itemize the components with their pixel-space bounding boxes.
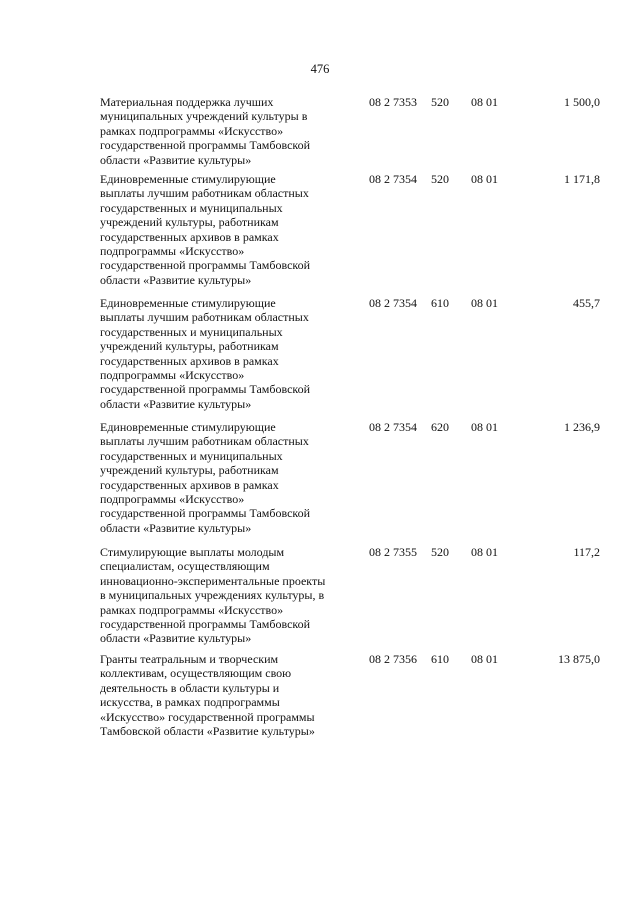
expense-type: 620: [431, 420, 449, 434]
section-code: 08 01: [471, 545, 498, 559]
expense-type: 520: [431, 95, 449, 109]
target-code: 08 2 7353: [369, 95, 417, 109]
amount: 1 236,9: [564, 420, 600, 434]
target-code: 08 2 7355: [369, 545, 417, 559]
section-code: 08 01: [471, 420, 498, 434]
amount: 117,2: [573, 545, 600, 559]
row-description: Единовременные стимулирующие выплаты лучшим работникам областных государственных и муниципальных учреждений культуры, работникам государственных архивов в рамках подпрограммы «Искусство» государственной программы Тамбовской области «Развитие культуры»: [100, 420, 311, 535]
amount: 1 171,8: [564, 172, 600, 186]
row-description: Стимулирующие выплаты молодым специалистам, осуществляющим инновационно-экспериментальные проекты в муниципальных учреждениях культуры, в рамках подпрограммы «Искусство» государственной программы Тамбовской области «Развитие культуры»: [100, 545, 326, 646]
target-code: 08 2 7354: [369, 172, 417, 186]
section-code: 08 01: [471, 652, 498, 666]
amount: 13 875,0: [558, 652, 600, 666]
section-code: 08 01: [471, 296, 498, 310]
amount: 455,7: [573, 296, 600, 310]
expense-type: 610: [431, 652, 449, 666]
target-code: 08 2 7354: [369, 296, 417, 310]
row-description: Материальная поддержка лучших муниципальных учреждений культуры в рамках подпрограммы «Искусство» государственной программы Тамбовской области «Развитие культуры»: [100, 95, 311, 167]
section-code: 08 01: [471, 172, 498, 186]
expense-type: 520: [431, 172, 449, 186]
page-number: 476: [310, 62, 330, 76]
row-description: Единовременные стимулирующие выплаты лучшим работникам областных государственных и муниципальных учреждений культуры, работникам государственных архивов в рамках подпрограммы «Искусство» государственной программы Тамбовской области «Развитие культуры»: [100, 172, 311, 287]
row-description: Гранты театральным и творческим коллективам, осуществляющим свою деятельность в области культуры и искусства, в рамках подпрограммы «Искусство» государственной программы Тамбовской области «Развитие культуры»: [100, 652, 315, 739]
section-code: 08 01: [471, 95, 498, 109]
expense-type: 520: [431, 545, 449, 559]
expense-type: 610: [431, 296, 449, 310]
target-code: 08 2 7356: [369, 652, 417, 666]
amount: 1 500,0: [564, 95, 600, 109]
row-description: Единовременные стимулирующие выплаты лучшим работникам областных государственных и муниципальных учреждений культуры, работникам государственных архивов в рамках подпрограммы «Искусство» государственной программы Тамбовской области «Развитие культуры»: [100, 296, 311, 411]
target-code: 08 2 7354: [369, 420, 417, 434]
